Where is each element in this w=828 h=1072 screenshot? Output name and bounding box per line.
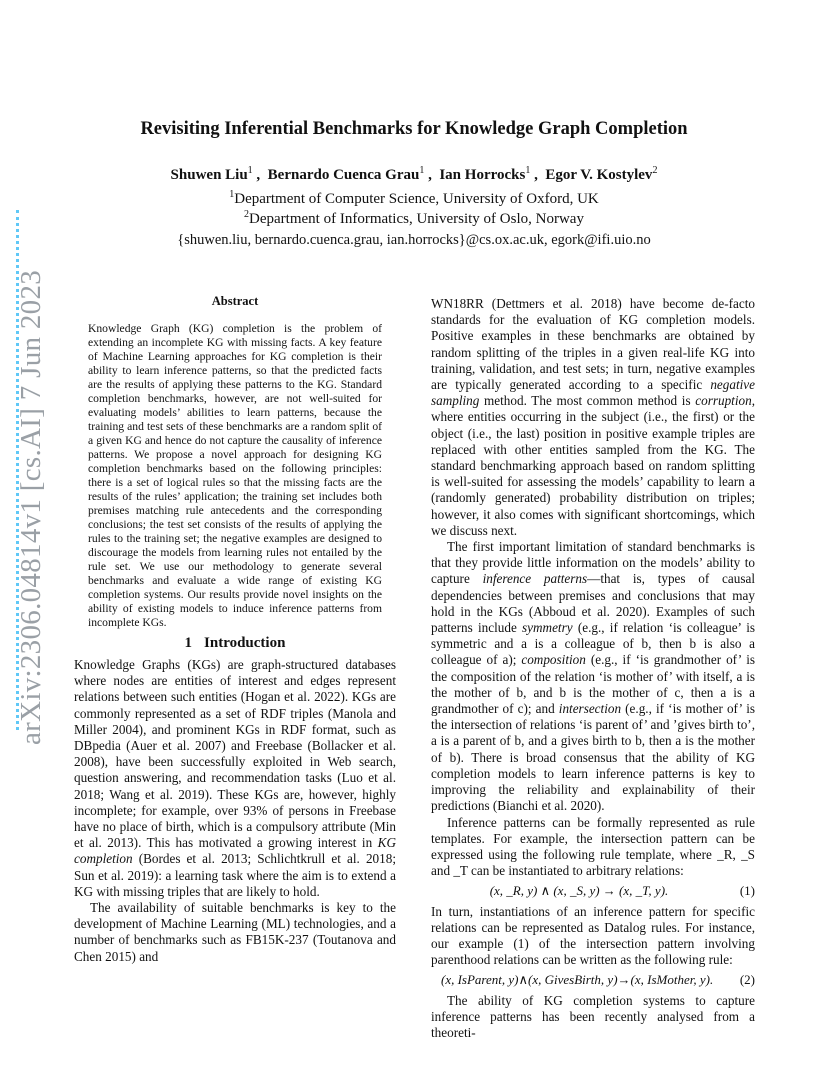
intro-paragraph-5: Inference patterns can be formally represented as rule templates. For example, the intersection pattern can be expressed using the following rule template, where _R, _S and _T can be instantiated to arbitrary relations:	[431, 814, 755, 879]
author-name: Egor V. Kostylev	[545, 167, 653, 183]
author-list: Shuwen Liu$^1$ , Bernardo Cuenca Grau$^1$ , Ian Horrocks$^1$ , Egor V. Kostylev$^2$	[170, 165, 658, 183]
author-name: Shuwen Liu	[170, 167, 248, 183]
equation-formula: (x, IsParent, y)∧(x, GivesBirth, y)→(x, IsMother, y).	[441, 972, 714, 988]
affiliation-oxford: $^1$Department of Computer Science, University of Oxford, UK	[229, 189, 599, 207]
author-affil-mark: 1	[525, 165, 531, 176]
intro-paragraph-6: In turn, instantiations of an inference pattern for specific relations can be represented as Datalog rules. For instance, our example (1) of the intersection pattern involving parenthood relations can be written as the following rule:	[431, 903, 755, 968]
intro-paragraph-3: WN18RR (Dettmers et al. 2018) have become de-facto standards for the evaluation of KG completion models. Positive examples in these benchmarks are obtained by random splitting of the triples in a given real-life KG into training, validation, and test sets; in turn, negative examples are typically generated according to a specific negative sampling method. The most common method is corruption, where entities occurring in the subject (i.e., the first) or the object (i.e., the last) position in positive example triples are replaced with other entities sampled from the KG. The standard benchmarking approach based on random splitting is well-suited for assessing the models’ capability to learn a (randomly generated) probability distribution on triples; however, it also comes with significant shortcomings, which we discuss next.	[431, 296, 755, 538]
abstract-heading: Abstract	[211, 294, 259, 308]
equation-1	[431, 883, 755, 899]
equation-number: (2)	[739, 972, 755, 988]
right-column-body	[431, 296, 755, 1041]
author-emails: {shuwen.liu, bernardo.cuenca.grau, ian.horrocks}@cs.ox.ac.uk, egork@ifi.uio.no	[177, 232, 651, 248]
section-title: Introduction	[204, 635, 286, 651]
intro-paragraph-4: The first important limitation of standard benchmarks is that they provide little information on the models’ ability to capture inference patterns—that is, types of causal dependencies between premises and conclusions that may hold in the KGs (Abboud et al. 2020). Examples of such patterns include symmetry (e.g., if relation ‘is colleague’ is symmetric and a is a colleague of b, then b is also a colleague of a); composition (e.g., if ‘is grandmother of’ is the composition of the relation ‘is mother of’ with itself, a is the mother of b, and b is the mother of c, then a is a grandmother of c); and intersection (e.g., if ‘is mother of’ is the intersection of relations ‘is parent of’ and ’gives birth to’, a is a parent of b, and a gives birth to b, then a is the mother of b). There is broad consensus that the ability of KG completion models to learn inference patterns is key to improving the reliability and explainability of their predictions (Bianchi et al. 2020).	[431, 539, 756, 814]
intro-paragraph-2: The availability of suitable benchmarks is key to the development of Machine Learning (ML) technologies, and a number of benchmarks such as FB15K-237 (Toutanova and Chen 2015) and	[74, 900, 396, 964]
affiliation-oslo: $^2$Department of Informatics, University of Oslo, Norway	[244, 209, 584, 227]
intro-paragraph-1: Knowledge Graphs (KGs) are graph-structured databases where nodes are entities of interest and edges represent relations between such entities (Hogan et al. 2022). KGs are commonly represented as a set of RDF triples (Manola and Miller 2004), and prominent KGs in RDF format, such as DBpedia (Auer et al. 2007) and Freebase (Bollacker et al. 2008), have been successfully exploited in Web search, question answering, and recommendation tasks (Luo et al. 2018; Wang et al. 2019). These KGs are, however, highly incomplete; for example, over 93% of persons in Freebase have no place of birth, which is a compulsory attribute (Min et al. 2013). This has motivated a growing interest in KG completion (Bordes et al. 2013; Schlichtkrull et al. 2018; Sun et al. 2019): a learning task where the aim is to extend a KG with missing triples that are likely to hold.	[74, 657, 396, 899]
author-affil-mark: 1	[247, 165, 253, 176]
section-number: 1	[184, 635, 193, 651]
equation-formula: (x, _R, y) ∧ (x, _S, y) → (x, _T, y).	[489, 883, 669, 899]
author-affil-mark: 2	[652, 165, 658, 176]
arxiv-identifier[interactable]: arXiv:2306.04814v1 [cs.AI] 7 Jun 2023	[15, 269, 47, 745]
equation-number: (1)	[739, 883, 755, 899]
paper-title: Revisiting Inferential Benchmarks for Knowledge Graph Completion	[140, 119, 688, 139]
intro-paragraph-7: The ability of KG completion systems to capture inference patterns has been recently analysed from a theoreti-	[431, 992, 755, 1040]
section-heading-introduction	[74, 635, 396, 652]
abstract-text: Knowledge Graph (KG) completion is the problem of extending an incomplete KG with missing facts. A key feature of Machine Learning approaches for KG completion is their ability to learn inference patterns, so that the predicted facts are the results of applying these patterns to the KG. Standard completion benchmarks, however, are not well-suited for evaluating models’ abilities to learn patterns, because the training and test sets of these benchmarks are a random split of a given KG and hence do not capture the causality of inference patterns. We propose a novel approach for designing KG completion benchmarks based on the following principles: there is a set of logical rules so that the missing facts are the results of the rules’ application; the training set includes both premises matching rule antecedents and the corresponding conclusions; the test set consists of the results of applying the rules to the training set; the negative examples are designed to discourage the models from learning rules not entailed by the rule set. We use our methodology to generate several benchmarks and evaluate a wide range of existing KG completion systems. Our results provide novel insights on the ability of existing models to induce inference patterns from incomplete KGs.	[88, 322, 382, 629]
equation-2	[431, 972, 755, 988]
author-name: Bernardo Cuenca Grau	[267, 167, 420, 183]
author-affil-mark: 1	[419, 165, 425, 176]
author-name: Ian Horrocks	[439, 167, 526, 183]
left-column-body	[74, 657, 396, 965]
